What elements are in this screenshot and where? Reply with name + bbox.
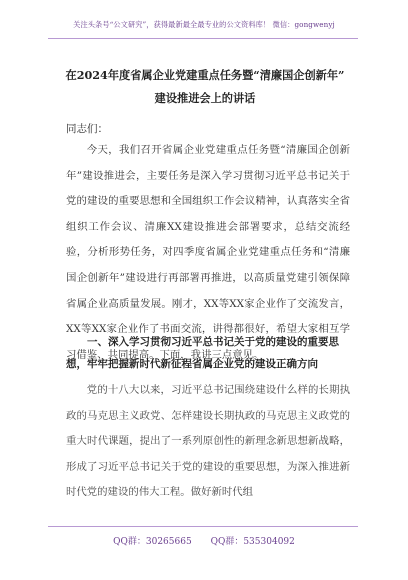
- document-title: [40, 64, 370, 110]
- paragraph-intro: 今天，我们召开省属企业党建重点任务暨“清廉国企创新年”建设推进会，主要任务是深入学习贯彻习近平总书记关于党的建设的重要思想和全国组织工作会议精神，认真落实全省组织工作会议、清廉XX建设推进会部署要求，总结交流经验，分析形势任务，对四季度省属企业党建重点任务和“清廉国企创新年”建设进行再部署再推进，以高质量党建引领保障省属企业高质量发展。刚才，XX等XX家企业作了交流发言，XX等XX家企业作了书面交流，讲得都很好，希望大家相互学习借鉴、共同提高。下面，我讲三点意见。: [66, 144, 350, 361]
- header-divider: [48, 38, 358, 39]
- paragraph-section-1: 党的十八大以来，习近平总书记围绕建设什么样的长期执政的马克思主义政党、怎样建设长期执政的马克思主义政党的重大时代课题，提出了一系列原创性的新理念新思想新战略，形成了习近平总书记关于党的建设的重要思想，为深入推进新时代党的建设的伟大工程。做好新时代组: [66, 384, 350, 499]
- footer-qq-group-2: QQ群：535304092: [210, 537, 295, 547]
- greeting: 同志们：: [66, 123, 108, 135]
- section-heading-1: 一、深入学习贯彻习近平总书记关于党的建设的重要思想，牢牢把握新时代新征程省属企业党的建设正确方向: [66, 336, 339, 370]
- title-line-2: 建设推进会上的讲话: [154, 91, 256, 105]
- footer: [0, 534, 408, 547]
- title-line-1: 在2024年度省属企业党建重点任务暨“清廉国企创新年”: [65, 68, 345, 82]
- header-banner: 关注头条号“公文研究”，获得最新最全最专业的公文资料库！ 微信：gongwenyj: [73, 20, 335, 29]
- footer-divider: [48, 526, 358, 527]
- footer-qq-group-1: QQ群：30265665: [113, 537, 192, 547]
